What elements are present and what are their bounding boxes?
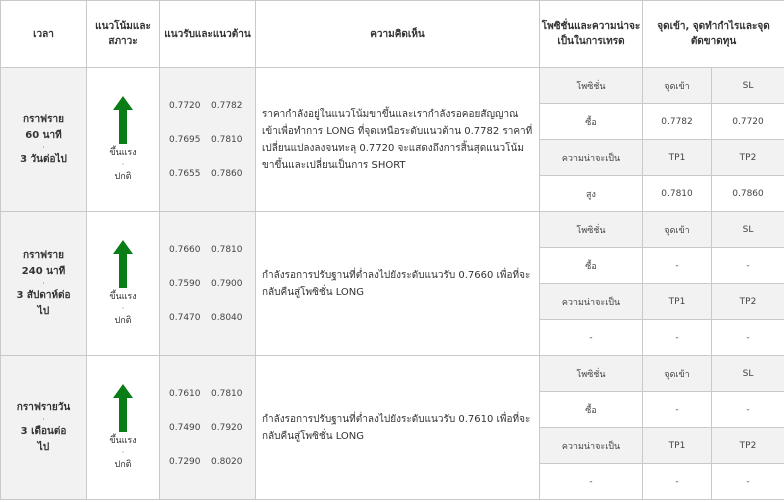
- sl-value: -: [712, 248, 784, 284]
- support-level: 0.7470: [169, 312, 201, 323]
- resistance-level: 0.7920: [211, 422, 243, 433]
- period-cell: [1, 356, 87, 500]
- sl-label: SL: [712, 68, 784, 104]
- sl-label: SL: [712, 212, 784, 248]
- probability-value: สูง: [540, 176, 643, 212]
- resistance-level: 0.7900: [211, 278, 243, 289]
- entry-value: -: [643, 248, 712, 284]
- header-position: โพซิชั่นและความน่าจะเป็นในการเทรด: [540, 1, 643, 68]
- period-label-b: 240 นาที: [21, 265, 66, 277]
- levels-cell: [160, 68, 256, 212]
- position-label: โพซิชั่น: [540, 212, 643, 248]
- tp1-value: 0.7810: [643, 176, 712, 212]
- trend-state: ปกติ: [114, 171, 132, 182]
- trend-strength: ขึ้นแรง: [109, 435, 137, 446]
- probability-value: -: [540, 464, 643, 500]
- level-pair: [160, 411, 255, 445]
- separator-dot: ·: [42, 142, 45, 152]
- resistance-level: 0.7810: [211, 244, 243, 255]
- comment-cell: ราคากำลังอยู่ในแนวโน้มขาขึ้นและเรากำลังรอคอยสัญญาณเข้าเพื่อทำการ LONG ที่จุดเหนือระดับแนวต้าน 0.7782 ราคาที่เปลี่ยนแปลงลงจนทะลุ 0.7720 จะแสดงถึงการสิ้นสุดแนวโน้มขาขึ้นและเปลี่ยนเป็นการ SHORT: [256, 68, 540, 212]
- resistance-level: 0.8020: [211, 456, 243, 467]
- trend-strength: ขึ้นแรง: [109, 291, 137, 302]
- trend-state: ปกติ: [114, 459, 132, 470]
- support-level: 0.7720: [169, 100, 201, 111]
- support-level: 0.7655: [169, 168, 201, 179]
- trend-up-arrow-icon: [113, 96, 133, 144]
- trend-state: ปกติ: [114, 315, 132, 326]
- separator-dot: ·: [121, 159, 125, 169]
- header-entry: จุดเข้า, จุดทำกำไรและจุดตัดขาดทุน: [643, 1, 784, 68]
- position-value: ซื้อ: [540, 392, 643, 428]
- level-pair: [160, 89, 255, 123]
- position-label: โพซิชั่น: [540, 356, 643, 392]
- tp2-label: TP2: [712, 284, 784, 320]
- probability-label: ความน่าจะเป็น: [540, 284, 643, 320]
- level-pair: [160, 267, 255, 301]
- table-row: [1, 68, 784, 104]
- resistance-level: 0.7860: [211, 168, 243, 179]
- separator-dot: ·: [42, 278, 45, 288]
- position-label: โพซิชั่น: [540, 68, 643, 104]
- sl-value: -: [712, 392, 784, 428]
- position-value: ซื้อ: [540, 248, 643, 284]
- entry-value: -: [643, 392, 712, 428]
- level-pair: [160, 233, 255, 267]
- header-time: เวลา: [1, 1, 87, 68]
- tp2-value: -: [712, 464, 784, 500]
- period-label-c: 3 วันต่อไป: [20, 153, 67, 165]
- probability-value: -: [540, 320, 643, 356]
- header-row: [1, 1, 784, 68]
- level-pair: [160, 123, 255, 157]
- period-cell: [1, 212, 87, 356]
- header-trend: แนวโน้มและสภาวะ: [87, 1, 160, 68]
- entry-label: จุดเข้า: [643, 356, 712, 392]
- comment-cell: กำลังรอการปรับฐานที่ต่ำลงไปยังระดับแนวรับ 0.7610 เพื่อที่จะกลับคืนสู่โพซิชั่น LONG: [256, 356, 540, 500]
- resistance-level: 0.7782: [211, 100, 243, 111]
- level-pair: [160, 157, 255, 191]
- support-level: 0.7490: [169, 422, 201, 433]
- separator-dot: ·: [121, 303, 125, 313]
- period-label-c: 3 สัปดาห์ต่อไป: [16, 289, 71, 317]
- levels-cell: [160, 356, 256, 500]
- period-label-b: 60 นาที: [25, 129, 62, 141]
- table-row: [1, 356, 784, 392]
- support-level: 0.7695: [169, 134, 201, 145]
- tp1-value: -: [643, 320, 712, 356]
- period-label-a: กราฟรายวัน: [16, 401, 71, 413]
- tp2-label: TP2: [712, 140, 784, 176]
- tp1-label: TP1: [643, 140, 712, 176]
- resistance-level: 0.8040: [211, 312, 243, 323]
- tp1-value: -: [643, 464, 712, 500]
- entry-value: 0.7782: [643, 104, 712, 140]
- entry-label: จุดเข้า: [643, 212, 712, 248]
- trend-up-arrow-icon: [113, 240, 133, 288]
- level-pair: [160, 445, 255, 479]
- support-level: 0.7290: [169, 456, 201, 467]
- header-levels: แนวรับและแนวต้าน: [160, 1, 256, 68]
- period-label-a: กราฟราย: [23, 113, 64, 125]
- sl-label: SL: [712, 356, 784, 392]
- table-row: [1, 212, 784, 248]
- position-value: ซื้อ: [540, 104, 643, 140]
- tp1-label: TP1: [643, 284, 712, 320]
- probability-label: ความน่าจะเป็น: [540, 428, 643, 464]
- separator-dot: ·: [42, 414, 45, 424]
- probability-label: ความน่าจะเป็น: [540, 140, 643, 176]
- entry-label: จุดเข้า: [643, 68, 712, 104]
- header-comment: ความคิดเห็น: [256, 1, 540, 68]
- comment-cell: กำลังรอการปรับฐานที่ต่ำลงไปยังระดับแนวรับ 0.7660 เพื่อที่จะกลับคืนสู่โพซิชั่น LONG: [256, 212, 540, 356]
- period-label-c: 3 เดือนต่อไป: [20, 425, 67, 453]
- trend-cell: [87, 356, 160, 500]
- separator-dot: ·: [121, 447, 125, 457]
- support-level: 0.7660: [169, 244, 201, 255]
- trend-up-arrow-icon: [113, 384, 133, 432]
- sl-value: 0.7720: [712, 104, 784, 140]
- period-cell: [1, 68, 87, 212]
- trend-strength: ขึ้นแรง: [109, 147, 137, 158]
- tp2-value: -: [712, 320, 784, 356]
- level-pair: [160, 301, 255, 335]
- support-level: 0.7590: [169, 278, 201, 289]
- levels-cell: [160, 212, 256, 356]
- period-label-a: กราฟราย: [23, 249, 64, 261]
- tp2-label: TP2: [712, 428, 784, 464]
- trend-cell: [87, 68, 160, 212]
- tp2-value: 0.7860: [712, 176, 784, 212]
- resistance-level: 0.7810: [211, 134, 243, 145]
- resistance-level: 0.7810: [211, 388, 243, 399]
- support-level: 0.7610: [169, 388, 201, 399]
- tp1-label: TP1: [643, 428, 712, 464]
- level-pair: [160, 377, 255, 411]
- trend-cell: [87, 212, 160, 356]
